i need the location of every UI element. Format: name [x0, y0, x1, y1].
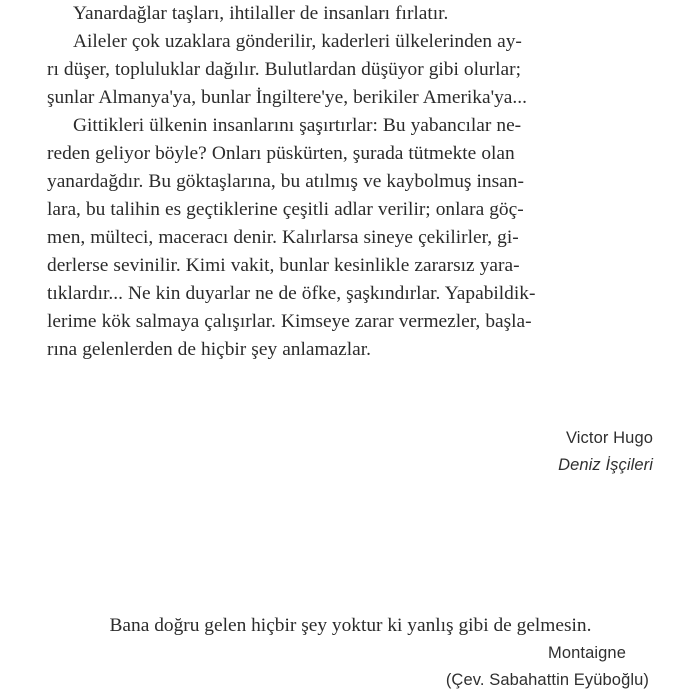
- paragraph-3-line-5: men, mülteci, maceracı denir. Kalırlarsa sineye çekilirler, gi-: [47, 227, 519, 248]
- paragraph-2: [47, 28, 654, 112]
- paragraph-3-line-1: Gittikleri ülkenin insanlarını şaşırtırlar: Bu yabancılar ne-: [73, 115, 522, 136]
- paragraph-1: [47, 0, 654, 28]
- paragraph-2-line-1: Aileler çok uzaklara gönderilir, kaderleri ülkelerinden ay-: [73, 31, 522, 52]
- paragraph-3-line-4: lara, bu talihin es geçtiklerine çeşitli adlar verilir; onlara göç-: [47, 199, 524, 220]
- bottom-quote-translator: (Çev. Sabahattin Eyüboğlu): [445, 671, 649, 689]
- paragraph-3-line-6: derlerse sevinilir. Kimi vakit, bunlar kesinlikle zararsız yara-: [47, 255, 520, 276]
- body-text-column: [47, 0, 654, 364]
- paragraph-3: [47, 112, 654, 364]
- paragraph-3-line-9: rına gelenlerden de hiçbir şey anlamazlar.: [47, 339, 372, 360]
- bottom-quote-text: Bana doğru gelen hiçbir şey yoktur ki yanlış gibi de gelmesin.: [109, 615, 592, 636]
- paragraph-1-line-1: Yanardağlar taşları, ihtilaller de insanları fırlatır.: [73, 3, 449, 24]
- attribution-author: Victor Hugo: [565, 429, 653, 447]
- paragraph-3-line-2: reden geliyor böyle? Onları püskürten, şurada tütmekte olan: [47, 143, 515, 164]
- excerpt-attribution: [558, 425, 653, 479]
- paragraph-2-line-3: şunlar Almanya'ya, bunlar İngiltere'ye, berikiler Amerika'ya...: [47, 87, 527, 108]
- paragraph-2-line-2: rı düşer, topluluklar dağılır. Bulutlardan düşüyor gibi olurlar;: [47, 59, 521, 80]
- paragraph-3-line-8: lerime kök salmaya çalışırlar. Kimseye zarar vermezler, başla-: [47, 311, 532, 332]
- bottom-quote-author: Montaigne: [548, 644, 626, 662]
- bottom-quote-block: [47, 612, 654, 694]
- paragraph-3-line-3: yanardağdır. Bu göktaşlarına, bu atılmış ve kaybolmuş insan-: [47, 171, 524, 192]
- attribution-work-title: Deniz İşçileri: [558, 456, 653, 474]
- paragraph-3-line-7: tıklardır... Ne kin duyarlar ne de öfke, şaşkındırlar. Yapabildik-: [47, 283, 536, 304]
